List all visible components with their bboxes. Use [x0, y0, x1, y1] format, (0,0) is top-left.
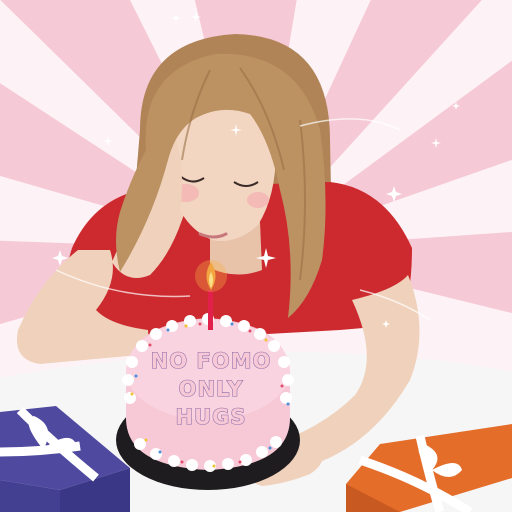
candle [208, 290, 213, 330]
cake-text-line-3: HUGS [175, 405, 247, 429]
cheek-right [247, 192, 269, 208]
cake-text-line-2: ONLY [178, 377, 244, 401]
cake-text-line-1: NO FOMO [150, 349, 272, 373]
